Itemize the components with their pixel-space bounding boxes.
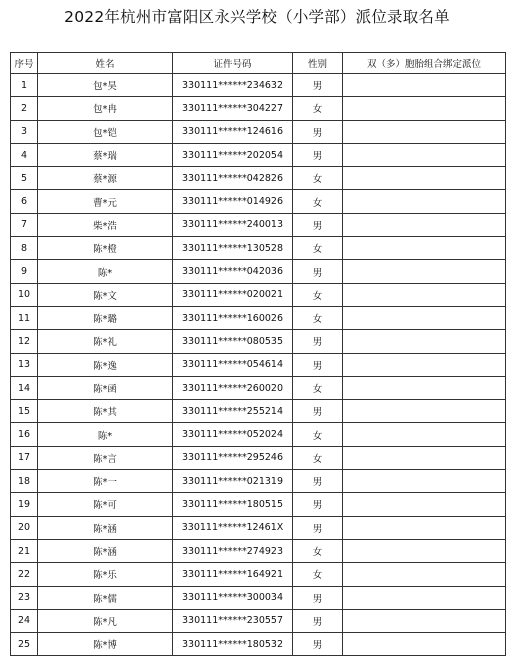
cell-seq: 5 (11, 167, 38, 190)
cell-twin-assignment (343, 330, 506, 353)
cell-twin-assignment (343, 423, 506, 446)
table-row (11, 493, 506, 516)
cell-name: 陈*函 (38, 376, 173, 399)
cell-id-number: 330111******180515 (173, 493, 293, 516)
table-row (11, 167, 506, 190)
cell-twin-assignment (343, 306, 506, 329)
cell-name: 包*铠 (38, 120, 173, 143)
cell-gender: 男 (293, 633, 343, 656)
cell-twin-assignment (343, 376, 506, 399)
cell-name: 陈*可 (38, 493, 173, 516)
cell-seq: 18 (11, 470, 38, 493)
cell-seq: 22 (11, 563, 38, 586)
cell-twin-assignment (343, 167, 506, 190)
cell-twin-assignment (343, 260, 506, 283)
table-row (11, 400, 506, 423)
table-row (11, 283, 506, 306)
cell-name: 陈* (38, 260, 173, 283)
cell-gender: 男 (293, 143, 343, 166)
cell-id-number: 330111******230557 (173, 609, 293, 632)
page-title: 2022年杭州市富阳区永兴学校（小学部）派位录取名单 (64, 8, 450, 26)
table-row (11, 376, 506, 399)
cell-gender: 女 (293, 167, 343, 190)
cell-seq: 2 (11, 97, 38, 120)
cell-gender: 男 (293, 516, 343, 539)
header-gender: 性别 (293, 53, 343, 74)
cell-name: 陈*乐 (38, 563, 173, 586)
cell-name: 陈*博 (38, 633, 173, 656)
cell-name: 陈*涵 (38, 539, 173, 562)
cell-gender: 男 (293, 493, 343, 516)
table-row (11, 143, 506, 166)
cell-gender: 女 (293, 306, 343, 329)
cell-twin-assignment (343, 493, 506, 516)
header-id: 证件号码 (173, 53, 293, 74)
cell-name: 曹*元 (38, 190, 173, 213)
cell-twin-assignment (343, 609, 506, 632)
cell-name: 陈*文 (38, 283, 173, 306)
cell-name: 柴*浩 (38, 213, 173, 236)
cell-seq: 10 (11, 283, 38, 306)
table-row (11, 423, 506, 446)
cell-gender: 男 (293, 609, 343, 632)
cell-id-number: 330111******160026 (173, 306, 293, 329)
cell-seq: 9 (11, 260, 38, 283)
table-row (11, 353, 506, 376)
table-row (11, 516, 506, 539)
cell-gender: 男 (293, 400, 343, 423)
cell-seq: 3 (11, 120, 38, 143)
cell-twin-assignment (343, 237, 506, 260)
cell-id-number: 330111******12461X (173, 516, 293, 539)
table-row (11, 470, 506, 493)
cell-seq: 13 (11, 353, 38, 376)
cell-seq: 25 (11, 633, 38, 656)
cell-name: 陈* (38, 423, 173, 446)
table-row (11, 306, 506, 329)
cell-gender: 女 (293, 283, 343, 306)
cell-name: 陈*一 (38, 470, 173, 493)
cell-id-number: 330111******295246 (173, 446, 293, 469)
table-row (11, 213, 506, 236)
cell-id-number: 330111******052024 (173, 423, 293, 446)
cell-seq: 19 (11, 493, 38, 516)
cell-twin-assignment (343, 120, 506, 143)
cell-seq: 16 (11, 423, 38, 446)
cell-id-number: 330111******054614 (173, 353, 293, 376)
table-header-row (11, 53, 506, 74)
cell-seq: 14 (11, 376, 38, 399)
cell-twin-assignment (343, 446, 506, 469)
cell-name: 陈*橙 (38, 237, 173, 260)
table-row (11, 260, 506, 283)
cell-name: 陈*涵 (38, 516, 173, 539)
cell-gender: 女 (293, 97, 343, 120)
cell-twin-assignment (343, 353, 506, 376)
cell-twin-assignment (343, 586, 506, 609)
cell-id-number: 330111******274923 (173, 539, 293, 562)
cell-name: 包*昊 (38, 74, 173, 97)
cell-seq: 4 (11, 143, 38, 166)
cell-id-number: 330111******124616 (173, 120, 293, 143)
cell-id-number: 330111******164921 (173, 563, 293, 586)
cell-gender: 女 (293, 376, 343, 399)
cell-gender: 女 (293, 423, 343, 446)
cell-twin-assignment (343, 143, 506, 166)
cell-gender: 男 (293, 353, 343, 376)
table-row (11, 74, 506, 97)
table-row (11, 190, 506, 213)
cell-gender: 男 (293, 586, 343, 609)
cell-gender: 男 (293, 260, 343, 283)
cell-id-number: 330111******042036 (173, 260, 293, 283)
cell-name: 包*冉 (38, 97, 173, 120)
cell-id-number: 330111******130528 (173, 237, 293, 260)
table-row (11, 633, 506, 656)
cell-id-number: 330111******255214 (173, 400, 293, 423)
table-row (11, 446, 506, 469)
cell-twin-assignment (343, 283, 506, 306)
cell-id-number: 330111******234632 (173, 74, 293, 97)
cell-name: 陈*逸 (38, 353, 173, 376)
cell-gender: 女 (293, 190, 343, 213)
cell-gender: 女 (293, 237, 343, 260)
cell-name: 陈*凡 (38, 609, 173, 632)
table-row (11, 97, 506, 120)
cell-id-number: 330111******014926 (173, 190, 293, 213)
table-row (11, 586, 506, 609)
cell-seq: 17 (11, 446, 38, 469)
cell-gender: 女 (293, 446, 343, 469)
table-row (11, 237, 506, 260)
cell-name: 蔡*瑞 (38, 143, 173, 166)
cell-id-number: 330111******304227 (173, 97, 293, 120)
header-twin-assignment: 双（多）胞胎组合绑定派位 (343, 53, 506, 74)
cell-id-number: 330111******020021 (173, 283, 293, 306)
cell-twin-assignment (343, 470, 506, 493)
cell-id-number: 330111******180532 (173, 633, 293, 656)
cell-twin-assignment (343, 633, 506, 656)
cell-gender: 女 (293, 539, 343, 562)
cell-seq: 15 (11, 400, 38, 423)
cell-twin-assignment (343, 74, 506, 97)
cell-id-number: 330111******260020 (173, 376, 293, 399)
table-row (11, 609, 506, 632)
cell-twin-assignment (343, 213, 506, 236)
cell-name: 陈*其 (38, 400, 173, 423)
cell-gender: 男 (293, 330, 343, 353)
cell-seq: 7 (11, 213, 38, 236)
cell-id-number: 330111******240013 (173, 213, 293, 236)
cell-seq: 1 (11, 74, 38, 97)
cell-gender: 男 (293, 120, 343, 143)
cell-twin-assignment (343, 400, 506, 423)
cell-seq: 24 (11, 609, 38, 632)
header-seq: 序号 (11, 53, 38, 74)
cell-seq: 12 (11, 330, 38, 353)
cell-twin-assignment (343, 516, 506, 539)
cell-id-number: 330111******080535 (173, 330, 293, 353)
cell-gender: 女 (293, 563, 343, 586)
cell-twin-assignment (343, 190, 506, 213)
cell-seq: 20 (11, 516, 38, 539)
cell-name: 蔡*源 (38, 167, 173, 190)
cell-seq: 8 (11, 237, 38, 260)
cell-name: 陈*璐 (38, 306, 173, 329)
header-name: 姓名 (38, 53, 173, 74)
cell-id-number: 330111******202054 (173, 143, 293, 166)
cell-seq: 6 (11, 190, 38, 213)
cell-seq: 23 (11, 586, 38, 609)
cell-seq: 11 (11, 306, 38, 329)
cell-gender: 男 (293, 74, 343, 97)
cell-id-number: 330111******300034 (173, 586, 293, 609)
cell-gender: 男 (293, 470, 343, 493)
cell-twin-assignment (343, 97, 506, 120)
cell-name: 陈*礼 (38, 330, 173, 353)
cell-id-number: 330111******021319 (173, 470, 293, 493)
cell-name: 陈*儒 (38, 586, 173, 609)
table-row (11, 330, 506, 353)
cell-gender: 男 (293, 213, 343, 236)
cell-seq: 21 (11, 539, 38, 562)
table-row (11, 539, 506, 562)
cell-name: 陈*言 (38, 446, 173, 469)
watermark (404, 566, 494, 588)
cell-id-number: 330111******042826 (173, 167, 293, 190)
cell-twin-assignment (343, 539, 506, 562)
table-row (11, 120, 506, 143)
